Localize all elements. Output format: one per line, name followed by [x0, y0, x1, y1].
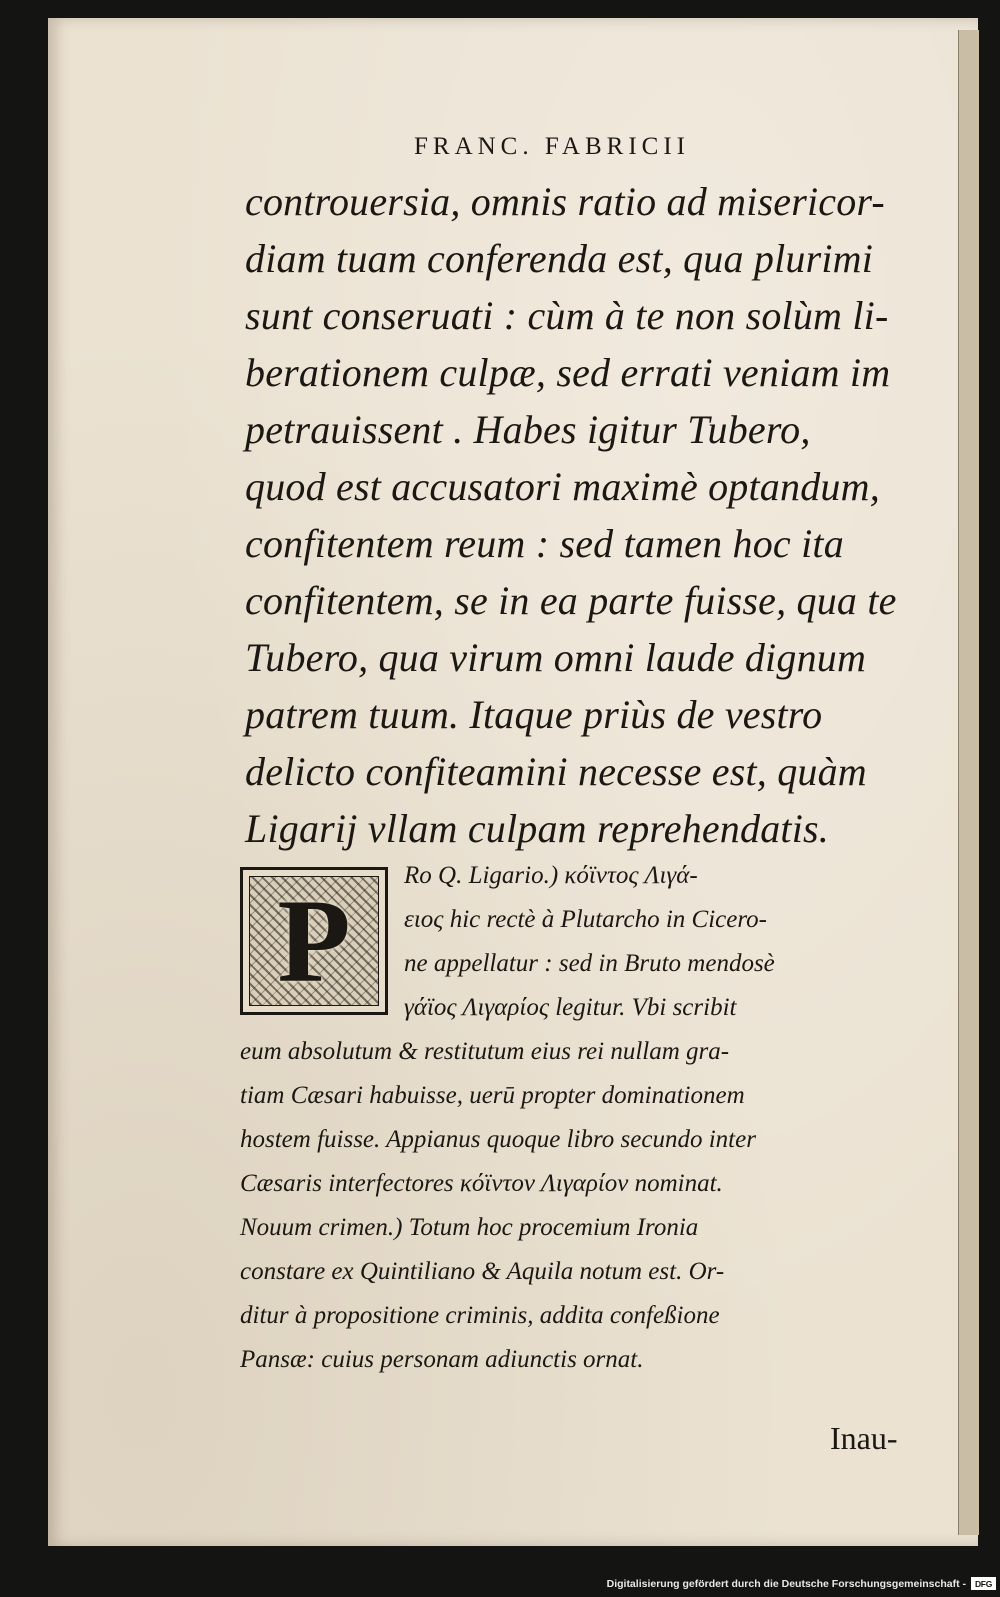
main-text-line: Tubero, qua virum omni laude dignum — [245, 635, 867, 680]
digitization-footer — [0, 1572, 1000, 1597]
running-head: FRANC. FABRICII — [414, 133, 690, 160]
commentary-line: ne appellatur : sed in Bruto mendosè — [404, 950, 775, 977]
commentary-line: Ro Q. Ligario.) κόϊντος Λιγά- — [404, 862, 698, 889]
commentary-line: Cæsaris interfectores κόϊντον Λιγαρίον nominat. — [240, 1170, 723, 1197]
main-text-line: diam tuam conferenda est, qua plurimi — [245, 236, 874, 281]
main-text-line: sunt conseruati : cùm à te non solùm li- — [245, 293, 889, 338]
commentary-line: ditur à propositione criminis, addita confeßione — [240, 1302, 720, 1329]
commentary-line: ειος hic rectè à Plutarcho in Cicero- — [404, 906, 767, 933]
main-text-line: controuersia, omnis ratio ad misericor- — [245, 179, 885, 224]
commentary-line: eum absolutum & restitutum eius rei nullam gra- — [240, 1038, 730, 1065]
commentary-line: hostem fuisse. Appianus quoque libro secundo inter — [240, 1126, 756, 1153]
main-text-line: confitentem, se in ea parte fuisse, qua te — [245, 578, 897, 623]
commentary-line: tiam Cæsari habuisse, uerū propter dominationem — [240, 1082, 745, 1109]
catchword: Inau- — [830, 1420, 898, 1456]
main-text-line: berationem culpæ, sed errati veniam im — [245, 350, 891, 395]
funding-credit: Digitalisierung gefördert durch die Deutsche Forschungsgemeinschaft - — [606, 1578, 966, 1590]
main-text-line: Ligarij vllam culpam reprehendatis. — [245, 806, 829, 851]
main-text-line: quod est accusatori maximè optandum, — [245, 464, 880, 509]
main-text-line: confitentem reum : sed tamen hoc ita — [245, 521, 844, 566]
commentary-line: γάϊος Λιγαρίος legitur. Vbi scribit — [404, 994, 737, 1021]
dfg-logo: DFG — [971, 1577, 996, 1590]
main-text-line: patrem tuum. Itaque priùs de vestro — [245, 692, 823, 737]
commentary-line: Nouum crimen.) Totum hoc procemium Ironia — [240, 1214, 699, 1241]
commentary-line: constare ex Quintiliano & Aquila notum est. Or- — [240, 1258, 725, 1285]
commentary-line: Pansæ: cuius personam adiunctis ornat. — [240, 1346, 644, 1373]
main-text-line: petrauissent . Habes igitur Tubero, — [245, 407, 811, 452]
next-page-edge — [958, 30, 979, 1535]
initial-letter: P — [277, 874, 351, 1007]
main-text-line: delicto confiteamini necesse est, quàm — [245, 749, 867, 794]
decorated-initial — [240, 867, 388, 1015]
